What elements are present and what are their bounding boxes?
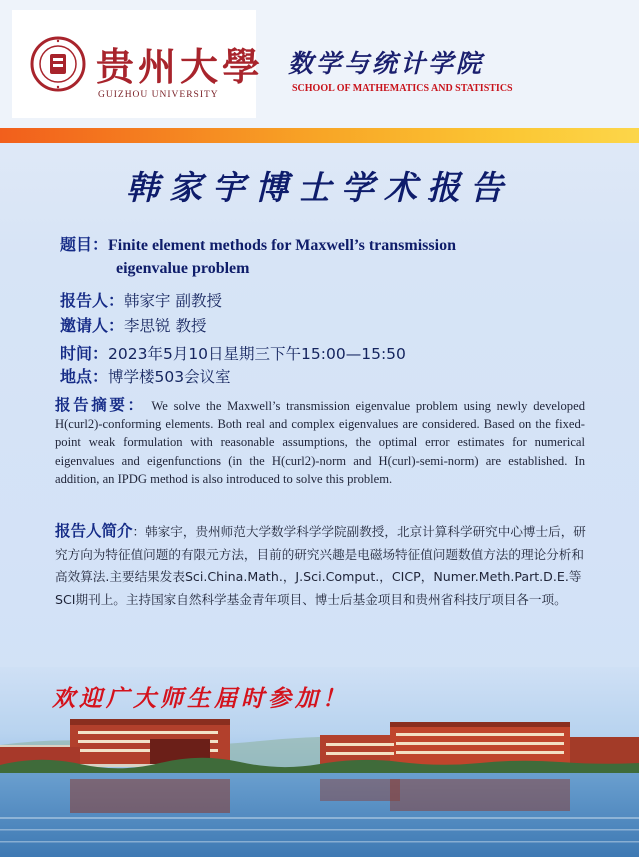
speaker-bio	[55, 520, 590, 611]
university-logo	[12, 10, 265, 118]
school-name-cn: 数学与统计学院	[288, 49, 485, 78]
topic	[60, 233, 580, 280]
place-label: 地点：	[60, 367, 109, 386]
inviter-label: 邀请人：	[60, 316, 125, 335]
page-title: 韩家宇博士学术报告	[126, 168, 513, 207]
speaker-label: 报告人：	[60, 291, 125, 310]
topic-line2: eigenvalue problem	[116, 260, 250, 277]
place	[60, 364, 231, 387]
time-value: 2023年5月10日星期三下午15:00—15:50	[108, 345, 406, 363]
school-name-en: SCHOOL OF MATHEMATICS AND STATISTICS	[292, 83, 513, 94]
header	[0, 0, 639, 128]
abstract	[55, 396, 585, 488]
bio-label: 报告人简介	[55, 522, 133, 540]
abstract-label: 报告摘要：	[55, 396, 146, 414]
header-stripe	[0, 128, 639, 143]
speaker-value: 韩家宇 副教授	[124, 292, 222, 310]
university-name-cn: 贵州大學	[96, 44, 265, 89]
university-name-en: GUIZHOU UNIVERSITY	[98, 90, 219, 100]
bio-text: ：韩家宇，贵州师范大学数学科学学院副教授，北京计算科学研究中心博士后，研究方向为特征值问题的有限元方法，目前的研究兴趣是电磁场特征值问题数值方法的理论分析和高效算法.主要结果发表Sci.China.Math.，J.Sci.Comput.，CICP，Numer.Meth.Part.D.E.等SCI期刊上。主持国家自然科学基金青年项目、博士后基金项目和贵州省科技厅项目各一项。	[55, 524, 586, 607]
time-label: 时间：	[60, 344, 109, 363]
inviter	[60, 313, 206, 336]
speaker	[60, 288, 222, 311]
university-seal-icon	[30, 36, 86, 92]
inviter-value: 李思锐 教授	[124, 317, 207, 335]
abstract-text: We solve the Maxwell’s transmission eigenvalue problem using newly developed H(curl2)-conforming elements. Both real and complex eigenvalues are considered. Based on the fixed-point weak formulation with reasonable assumptions, the optimal error estimates for numerical eigenvalues and eigenfunctions (in the H(curl2)-norm and H(curl)-semi-norm) are established. In addition, an IPDG method is also introduced to solve this problem.	[55, 399, 585, 486]
place-value: 博学楼503会议室	[108, 368, 231, 386]
welcome-message: 欢迎广大师生届时参加！	[52, 685, 349, 712]
time	[60, 341, 406, 364]
topic-label: 题目：	[60, 235, 109, 254]
topic-line1: Finite element methods for Maxwell’s transmission	[108, 237, 456, 254]
